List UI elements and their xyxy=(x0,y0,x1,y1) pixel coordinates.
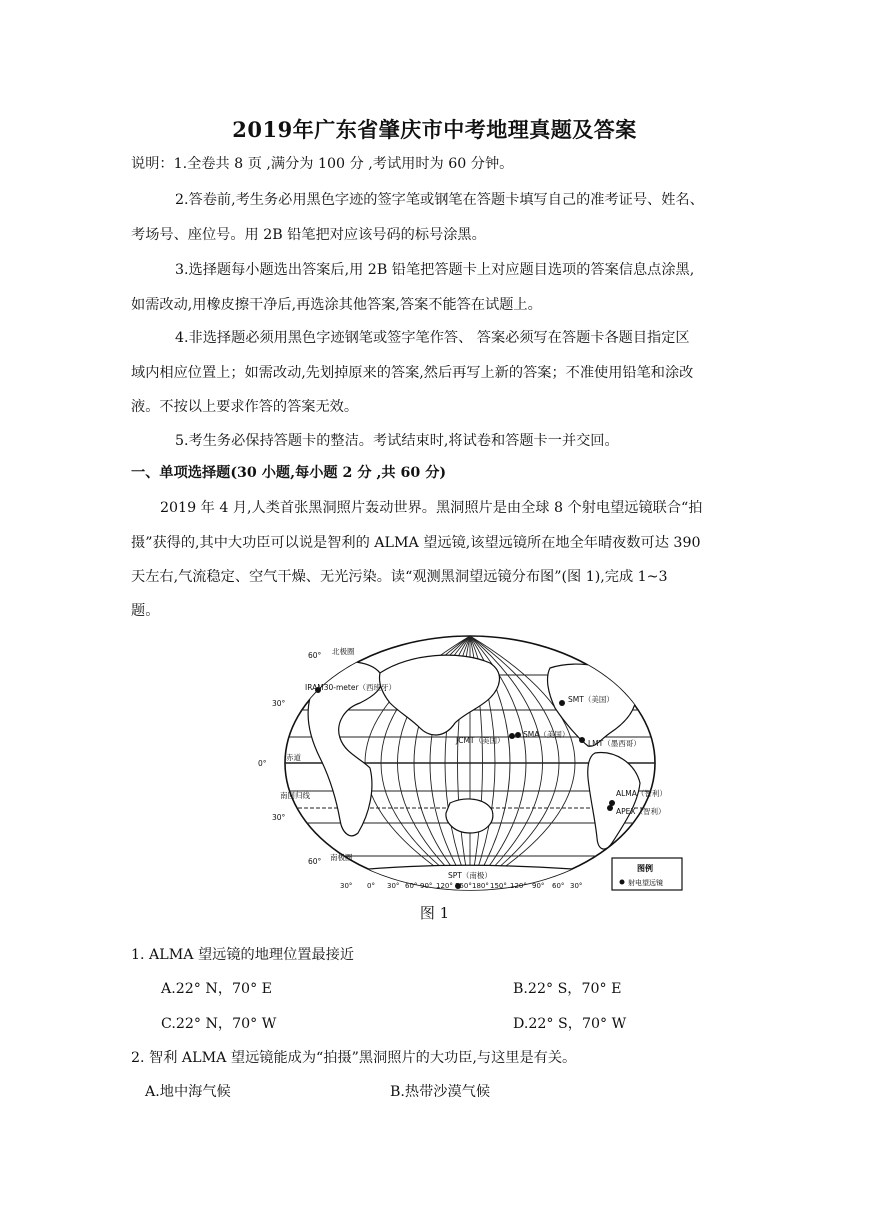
question-2-stem: 2. 智利 ALMA 望远镜能成为“拍摄”黑洞照片的大功臣,与这里是有关。 xyxy=(131,1050,577,1066)
question-2-option-a: A.地中海气候 xyxy=(145,1084,231,1100)
lat-label-60n: 60° xyxy=(308,651,322,660)
lat-label-30s: 30° xyxy=(272,813,286,822)
lon-label-5: 120° xyxy=(436,882,453,890)
lon-label-8: 150° xyxy=(490,882,507,890)
lon-label-6: 150° xyxy=(455,882,472,890)
question-1-option-a: A.22° N，70° E xyxy=(161,981,273,997)
instruction-line-1: 说明：1.全卷共 8 页 ,满分为 100 分 ,考试用时为 60 分钟。 xyxy=(131,156,514,172)
lon-label-4: 90° xyxy=(420,882,433,890)
question-1-option-b: B.22° S，70° E xyxy=(513,981,622,997)
passage-line-4: 题。 xyxy=(131,603,160,619)
question-2-option-b: B.热带沙漠气候 xyxy=(390,1084,491,1100)
label-antarctic-circle: 南极圈 xyxy=(330,853,353,862)
lat-label-equator: 赤道 xyxy=(286,753,301,762)
instruction-item-4c: 液。不按以上要求作答的答案无效。 xyxy=(131,399,359,415)
lat-label-tropic-capricorn: 南回归线 xyxy=(280,791,310,800)
label-arctic-circle: 北极圈 xyxy=(332,647,355,656)
instruction-item-2b: 考场号、座位号。用 2B 铅笔把对应该号码的标号涂黑。 xyxy=(131,227,486,243)
passage-line-2: 摄”获得的,其中大功臣可以说是智利的 ALMA 望远镜,该望远镜所在地全年晴夜数可达 390 xyxy=(131,535,701,551)
legend-title: 图例 xyxy=(637,864,653,873)
legend-item-label: 射电望远镜 xyxy=(628,879,663,887)
instruction-item-3b: 如需改动,用橡皮擦干净后,再选涂其他答案,答案不能答在试题上。 xyxy=(131,297,542,313)
lon-label-1: 0° xyxy=(367,882,375,890)
lat-label-0: 0° xyxy=(258,759,267,768)
telescope-marker-lmt xyxy=(579,737,585,743)
question-1-stem: 1. ALMA 望远镜的地理位置最接近 xyxy=(131,947,355,963)
telescope-marker-smt xyxy=(559,700,565,706)
map-legend xyxy=(612,858,682,890)
instruction-item-5: 5.考生务必保持答题卡的整洁。考试结束时,将试卷和答题卡一并交回。 xyxy=(175,433,619,449)
passage-line-3: 天左右,气流稳定、空气干燥、无光污染。读“观测黑洞望远镜分布图”(图 1),完成 1~3 xyxy=(131,569,668,585)
telescope-distribution-map xyxy=(250,628,690,928)
longitude-labels xyxy=(340,882,582,890)
instruction-item-3a: 3.选择题每小题选出答案后,用 2B 铅笔把答题卡上对应题目选项的答案信息点涂黑, xyxy=(175,262,695,278)
lon-label-0: 30° xyxy=(340,882,353,890)
section-heading-choice: 一、单项选择题(30 小题,每小题 2 分 ,共 60 分) xyxy=(131,465,447,481)
lat-label-30n: 30° xyxy=(272,699,286,708)
lon-label-7: 180° xyxy=(472,882,489,890)
instruction-item-2a: 2.答卷前,考生务必用黑色字迹的签字笔或钢笔在答题卡填写自己的准考证号、姓名、 xyxy=(175,192,704,208)
question-1-option-d: D.22° S，70° W xyxy=(513,1016,627,1032)
telescope-marker-sma xyxy=(515,732,521,738)
lon-label-3: 60° xyxy=(405,882,418,890)
question-1-option-c: C.22° N，70° W xyxy=(161,1016,277,1032)
page-title: 2019年广东省肇庆市中考地理真题及答案 xyxy=(232,117,637,142)
label-lmt: LMT（墨西哥） xyxy=(588,739,641,748)
telescope-marker-apex xyxy=(607,805,613,811)
lat-label-60s: 60° xyxy=(308,857,322,866)
lon-label-9: 120° xyxy=(510,882,527,890)
world-map-svg xyxy=(250,628,690,928)
lon-label-10: 90° xyxy=(532,882,545,890)
instruction-item-4a: 4.非选择题必须用黑色字迹钢笔或签字笔作答、 答案必须写在答题卡各题目指定区 xyxy=(175,330,690,346)
label-spt: SPT（南极） xyxy=(448,871,492,880)
legend-marker xyxy=(620,880,625,885)
lon-label-2: 30° xyxy=(387,882,400,890)
label-sma: SMA（美国） xyxy=(523,730,570,739)
telescope-marker-jcmt xyxy=(509,733,515,739)
passage-line-1: 2019 年 4 月,人类首张黑洞照片轰动世界。黑洞照片是由全球 8 个射电望远镜联合“拍 xyxy=(160,500,703,516)
lon-label-11: 60° xyxy=(552,882,565,890)
instruction-item-4b: 域内相应位置上；如需改动,先划掉原来的答案,然后再写上新的答案；不准使用铅笔和涂改 xyxy=(131,365,694,381)
label-apex: APEX（智利） xyxy=(616,807,666,816)
label-iram: IRAM30-meter（西班牙） xyxy=(305,683,397,692)
figure-caption: 图 1 xyxy=(419,904,450,922)
label-smt: SMT（美国） xyxy=(568,695,614,704)
label-jcmt: JCMT（美国） xyxy=(456,736,505,745)
lon-label-12: 30° xyxy=(570,882,583,890)
label-alma: ALMA（智利） xyxy=(616,789,667,798)
